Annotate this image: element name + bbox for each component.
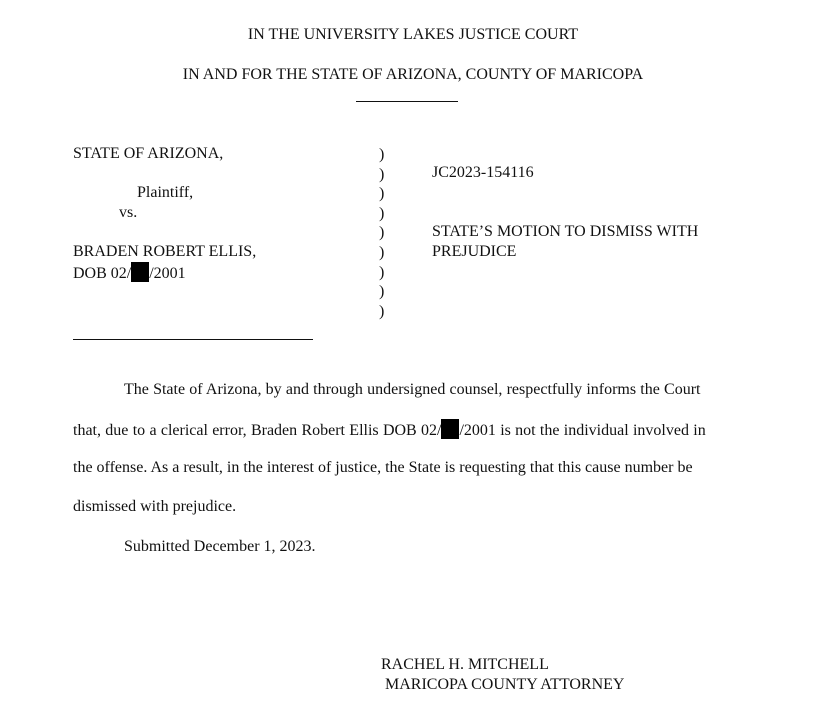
paren-5: ) bbox=[379, 224, 385, 242]
dob-prefix: DOB 02/ bbox=[73, 265, 132, 282]
plaintiff-name: STATE OF ARIZONA, bbox=[73, 145, 224, 162]
versus-label: vs. bbox=[119, 204, 138, 221]
defendant-dob bbox=[73, 262, 186, 284]
paren-4: ) bbox=[379, 204, 385, 222]
body-redaction-block bbox=[441, 419, 459, 439]
dob-suffix: /2001 bbox=[149, 265, 186, 282]
body-line-3: the offense. As a result, in the interest of justice, the State is requesting that this cause number be bbox=[73, 459, 693, 476]
case-number: JC2023-154116 bbox=[432, 164, 534, 181]
heading-underline bbox=[356, 101, 458, 102]
defendant-name: BRADEN ROBERT ELLIS, bbox=[73, 243, 257, 260]
paren-2: ) bbox=[379, 165, 385, 183]
state-county-heading: IN AND FOR THE STATE OF ARIZONA, COUNTY OF MARICOPA bbox=[182, 66, 644, 83]
body-line-2 bbox=[73, 419, 706, 441]
body-line-1: The State of Arizona, by and through undersigned counsel, respectfully informs the Court bbox=[124, 381, 701, 398]
redaction-block bbox=[131, 262, 149, 282]
body-line-2-prefix: that, due to a clerical error, Braden Robert Ellis DOB 02/ bbox=[73, 422, 442, 439]
signer-name: RACHEL H. MITCHELL bbox=[381, 656, 549, 673]
motion-title-line2: PREJUDICE bbox=[432, 243, 517, 260]
body-line-4: dismissed with prejudice. bbox=[73, 498, 237, 515]
motion-title-line1: STATE’S MOTION TO DISMISS WITH bbox=[432, 223, 699, 240]
plaintiff-role: Plaintiff, bbox=[137, 184, 194, 201]
paren-9: ) bbox=[379, 302, 385, 320]
paren-1: ) bbox=[379, 146, 385, 163]
paren-8: ) bbox=[379, 283, 385, 301]
paren-6: ) bbox=[379, 243, 385, 261]
body-line-2-suffix: /2001 is not the individual involved in bbox=[459, 422, 706, 439]
caption-bottom-rule bbox=[73, 339, 313, 340]
paren-7: ) bbox=[379, 263, 385, 281]
signer-title: MARICOPA COUNTY ATTORNEY bbox=[385, 676, 625, 693]
submitted-date: Submitted December 1, 2023. bbox=[124, 538, 316, 555]
caption-divider bbox=[379, 145, 391, 321]
court-heading: IN THE UNIVERSITY LAKES JUSTICE COURT bbox=[247, 26, 579, 43]
paren-3: ) bbox=[379, 185, 385, 203]
